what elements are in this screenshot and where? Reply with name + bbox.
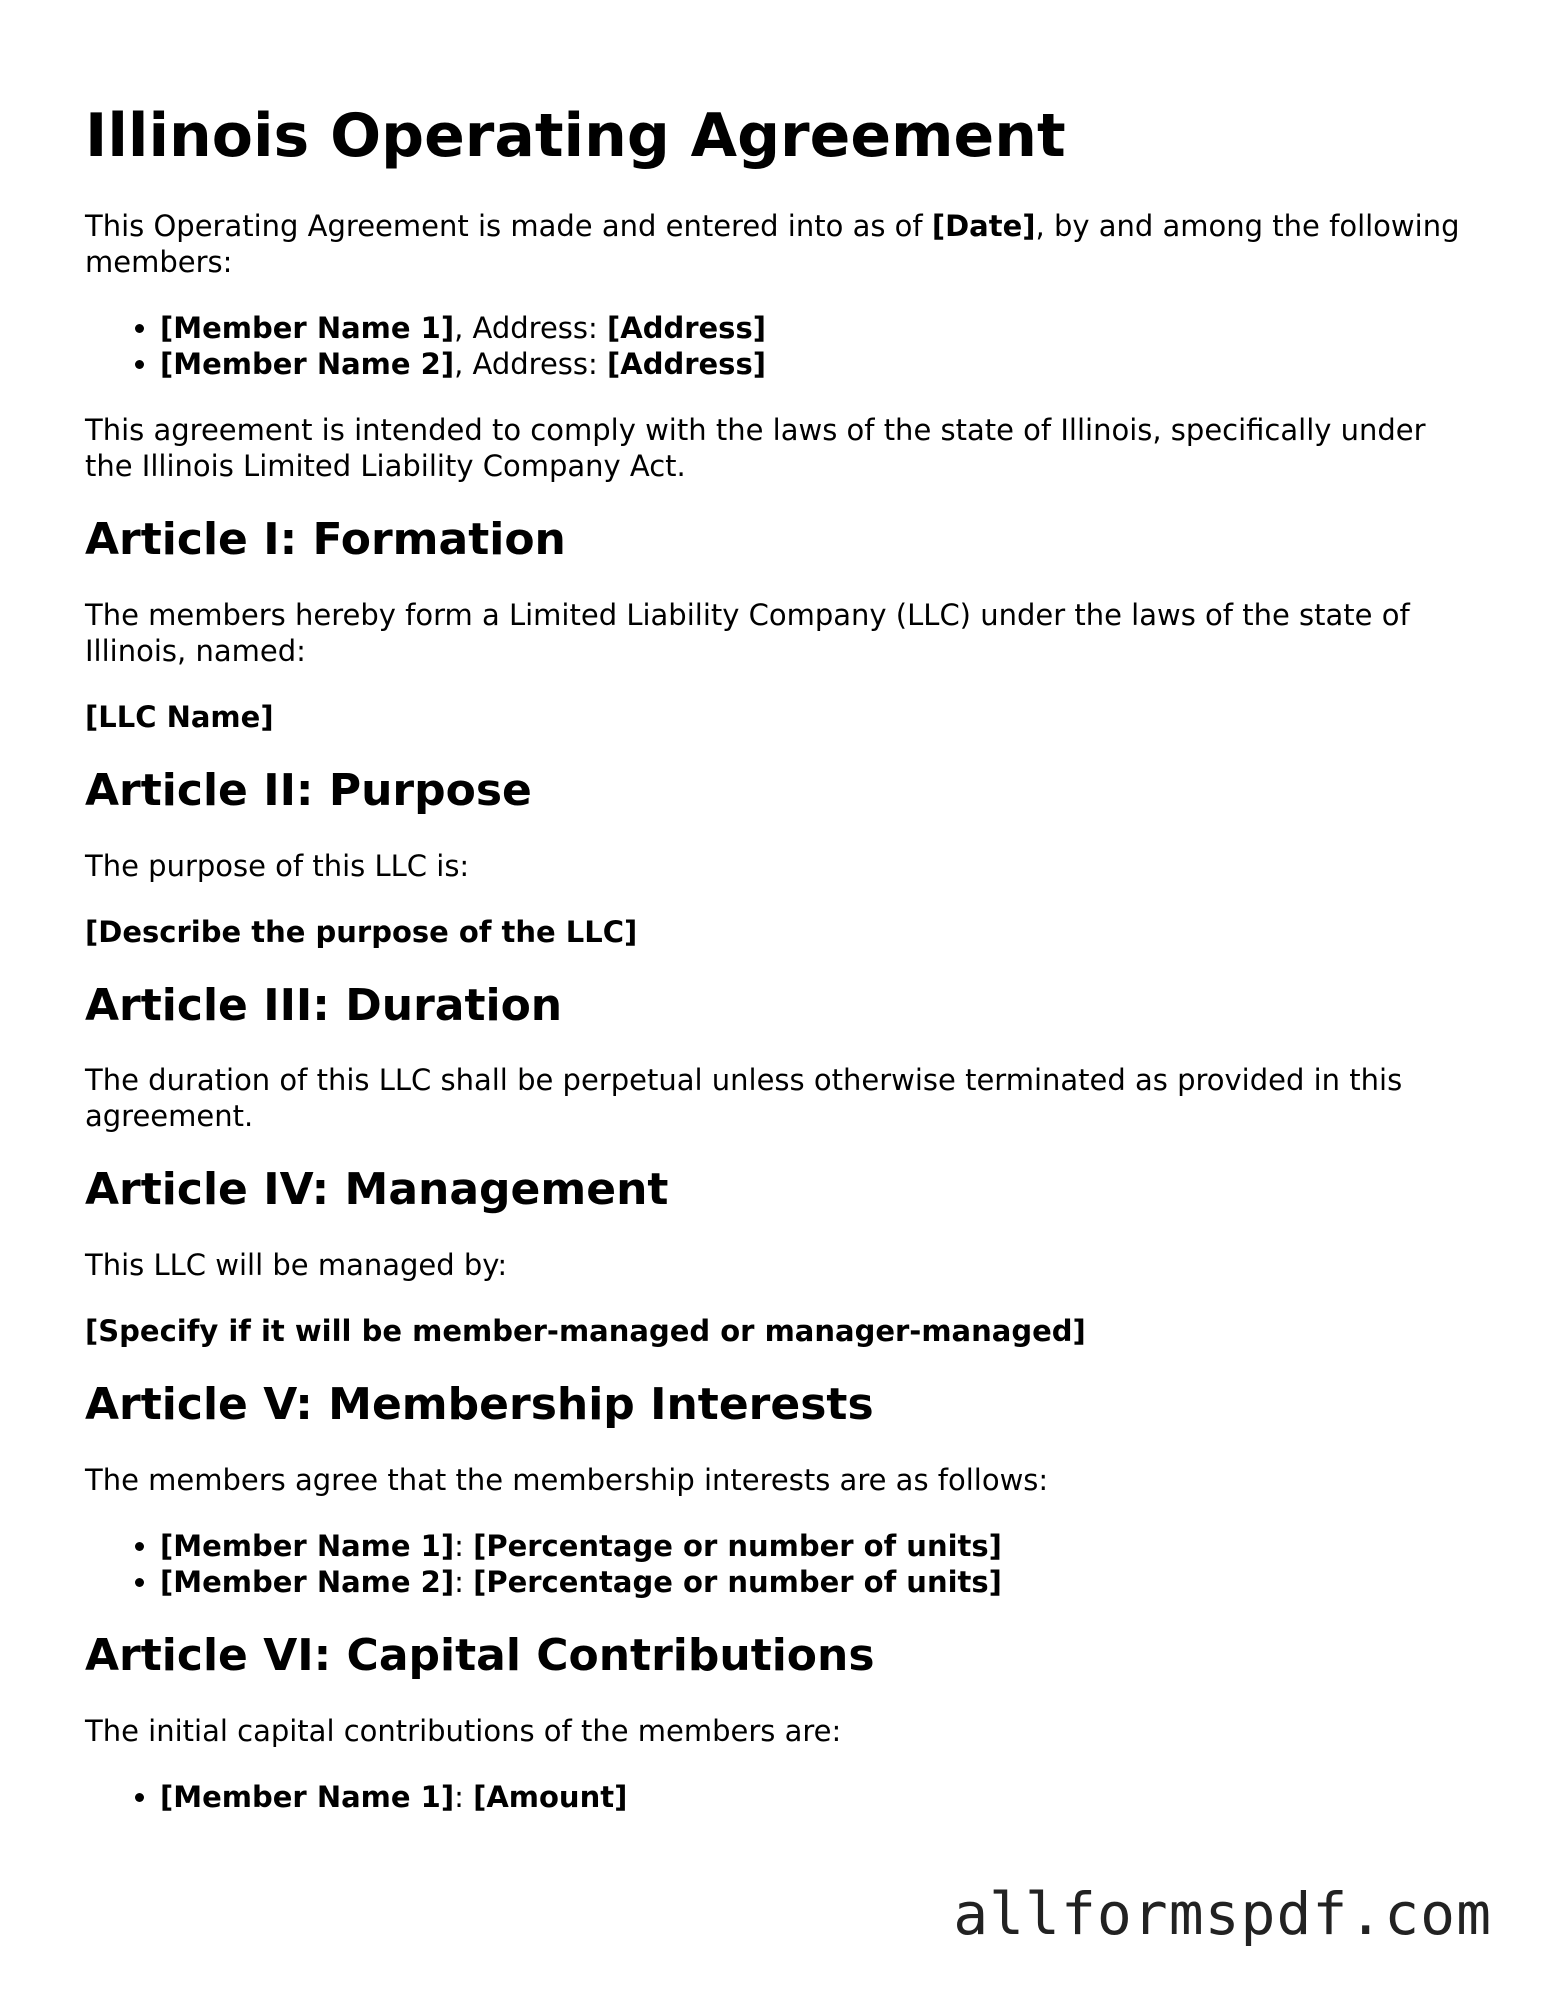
document-page	[85, 100, 1465, 1845]
member-name: [Member Name 2]	[160, 347, 455, 381]
date-placeholder: [Date]	[931, 209, 1036, 243]
member-name: [Member Name 1]	[160, 1779, 455, 1814]
separator: :	[454, 1564, 474, 1599]
article-purpose-heading: Article II: Purpose	[85, 764, 532, 816]
list-item	[160, 1528, 1465, 1564]
article-duration-text: The duration of this LLC shall be perpetual unless otherwise terminated as provided in this agreement.	[85, 1063, 1403, 1134]
interest-placeholder: [Percentage or number of units]	[473, 1528, 1002, 1563]
address-label: , Address:	[454, 311, 607, 345]
member-name: [Member Name 2]	[160, 1564, 455, 1599]
capital-contributions-list	[85, 1779, 1465, 1815]
address-placeholder: [Address]	[607, 311, 766, 345]
separator: :	[454, 1528, 474, 1563]
list-item	[160, 1779, 1465, 1815]
members-list	[85, 310, 1465, 382]
purpose-placeholder: [Describe the purpose of the LLC]	[85, 914, 638, 949]
member-name: [Member Name 1]	[160, 1528, 455, 1563]
address-label: , Address:	[454, 347, 607, 381]
watermark: allformspdf.com	[953, 1880, 1492, 1948]
intro-paragraph	[85, 208, 1465, 280]
document-title: Illinois Operating Agreement	[85, 101, 1066, 171]
interest-placeholder: [Percentage or number of units]	[473, 1564, 1002, 1599]
list-item	[160, 310, 1465, 346]
llc-name-placeholder: [LLC Name]	[85, 699, 274, 734]
article-management-text: This LLC will be managed by:	[85, 1248, 508, 1283]
list-item	[160, 346, 1465, 382]
article-management-heading: Article IV: Management	[85, 1164, 669, 1216]
intro-text-before: This Operating Agreement is made and entered into as of	[85, 209, 932, 243]
list-item	[160, 1564, 1465, 1600]
article-capital-heading: Article VI: Capital Contributions	[85, 1629, 875, 1681]
article-formation-heading: Article I: Formation	[85, 514, 566, 565]
management-placeholder: [Specify if it will be member-managed or manager-managed]	[85, 1314, 1086, 1349]
article-membership-heading: Article V: Membership Interests	[85, 1379, 874, 1431]
article-formation-text: The members hereby form a Limited Liability Company (LLC) under the laws of the state of Illinois, named:	[85, 597, 1410, 668]
separator: :	[454, 1779, 474, 1814]
article-capital-text: The initial capital contributions of the members are:	[85, 1713, 842, 1748]
compliance-paragraph: This agreement is intended to comply with the laws of the state of Illinois, specifically under the Illinois Limited Liability Company Act.	[85, 413, 1426, 483]
article-duration-heading: Article III: Duration	[85, 979, 563, 1031]
article-membership-text: The members agree that the membership interests are as follows:	[85, 1462, 1049, 1497]
article-purpose-text: The purpose of this LLC is:	[85, 848, 470, 883]
address-placeholder: [Address]	[607, 347, 766, 381]
amount-placeholder: [Amount]	[473, 1779, 628, 1814]
intro-text-after: , by and among the following members:	[85, 209, 1460, 279]
membership-interests-list	[85, 1528, 1465, 1600]
member-name: [Member Name 1]	[160, 311, 455, 345]
